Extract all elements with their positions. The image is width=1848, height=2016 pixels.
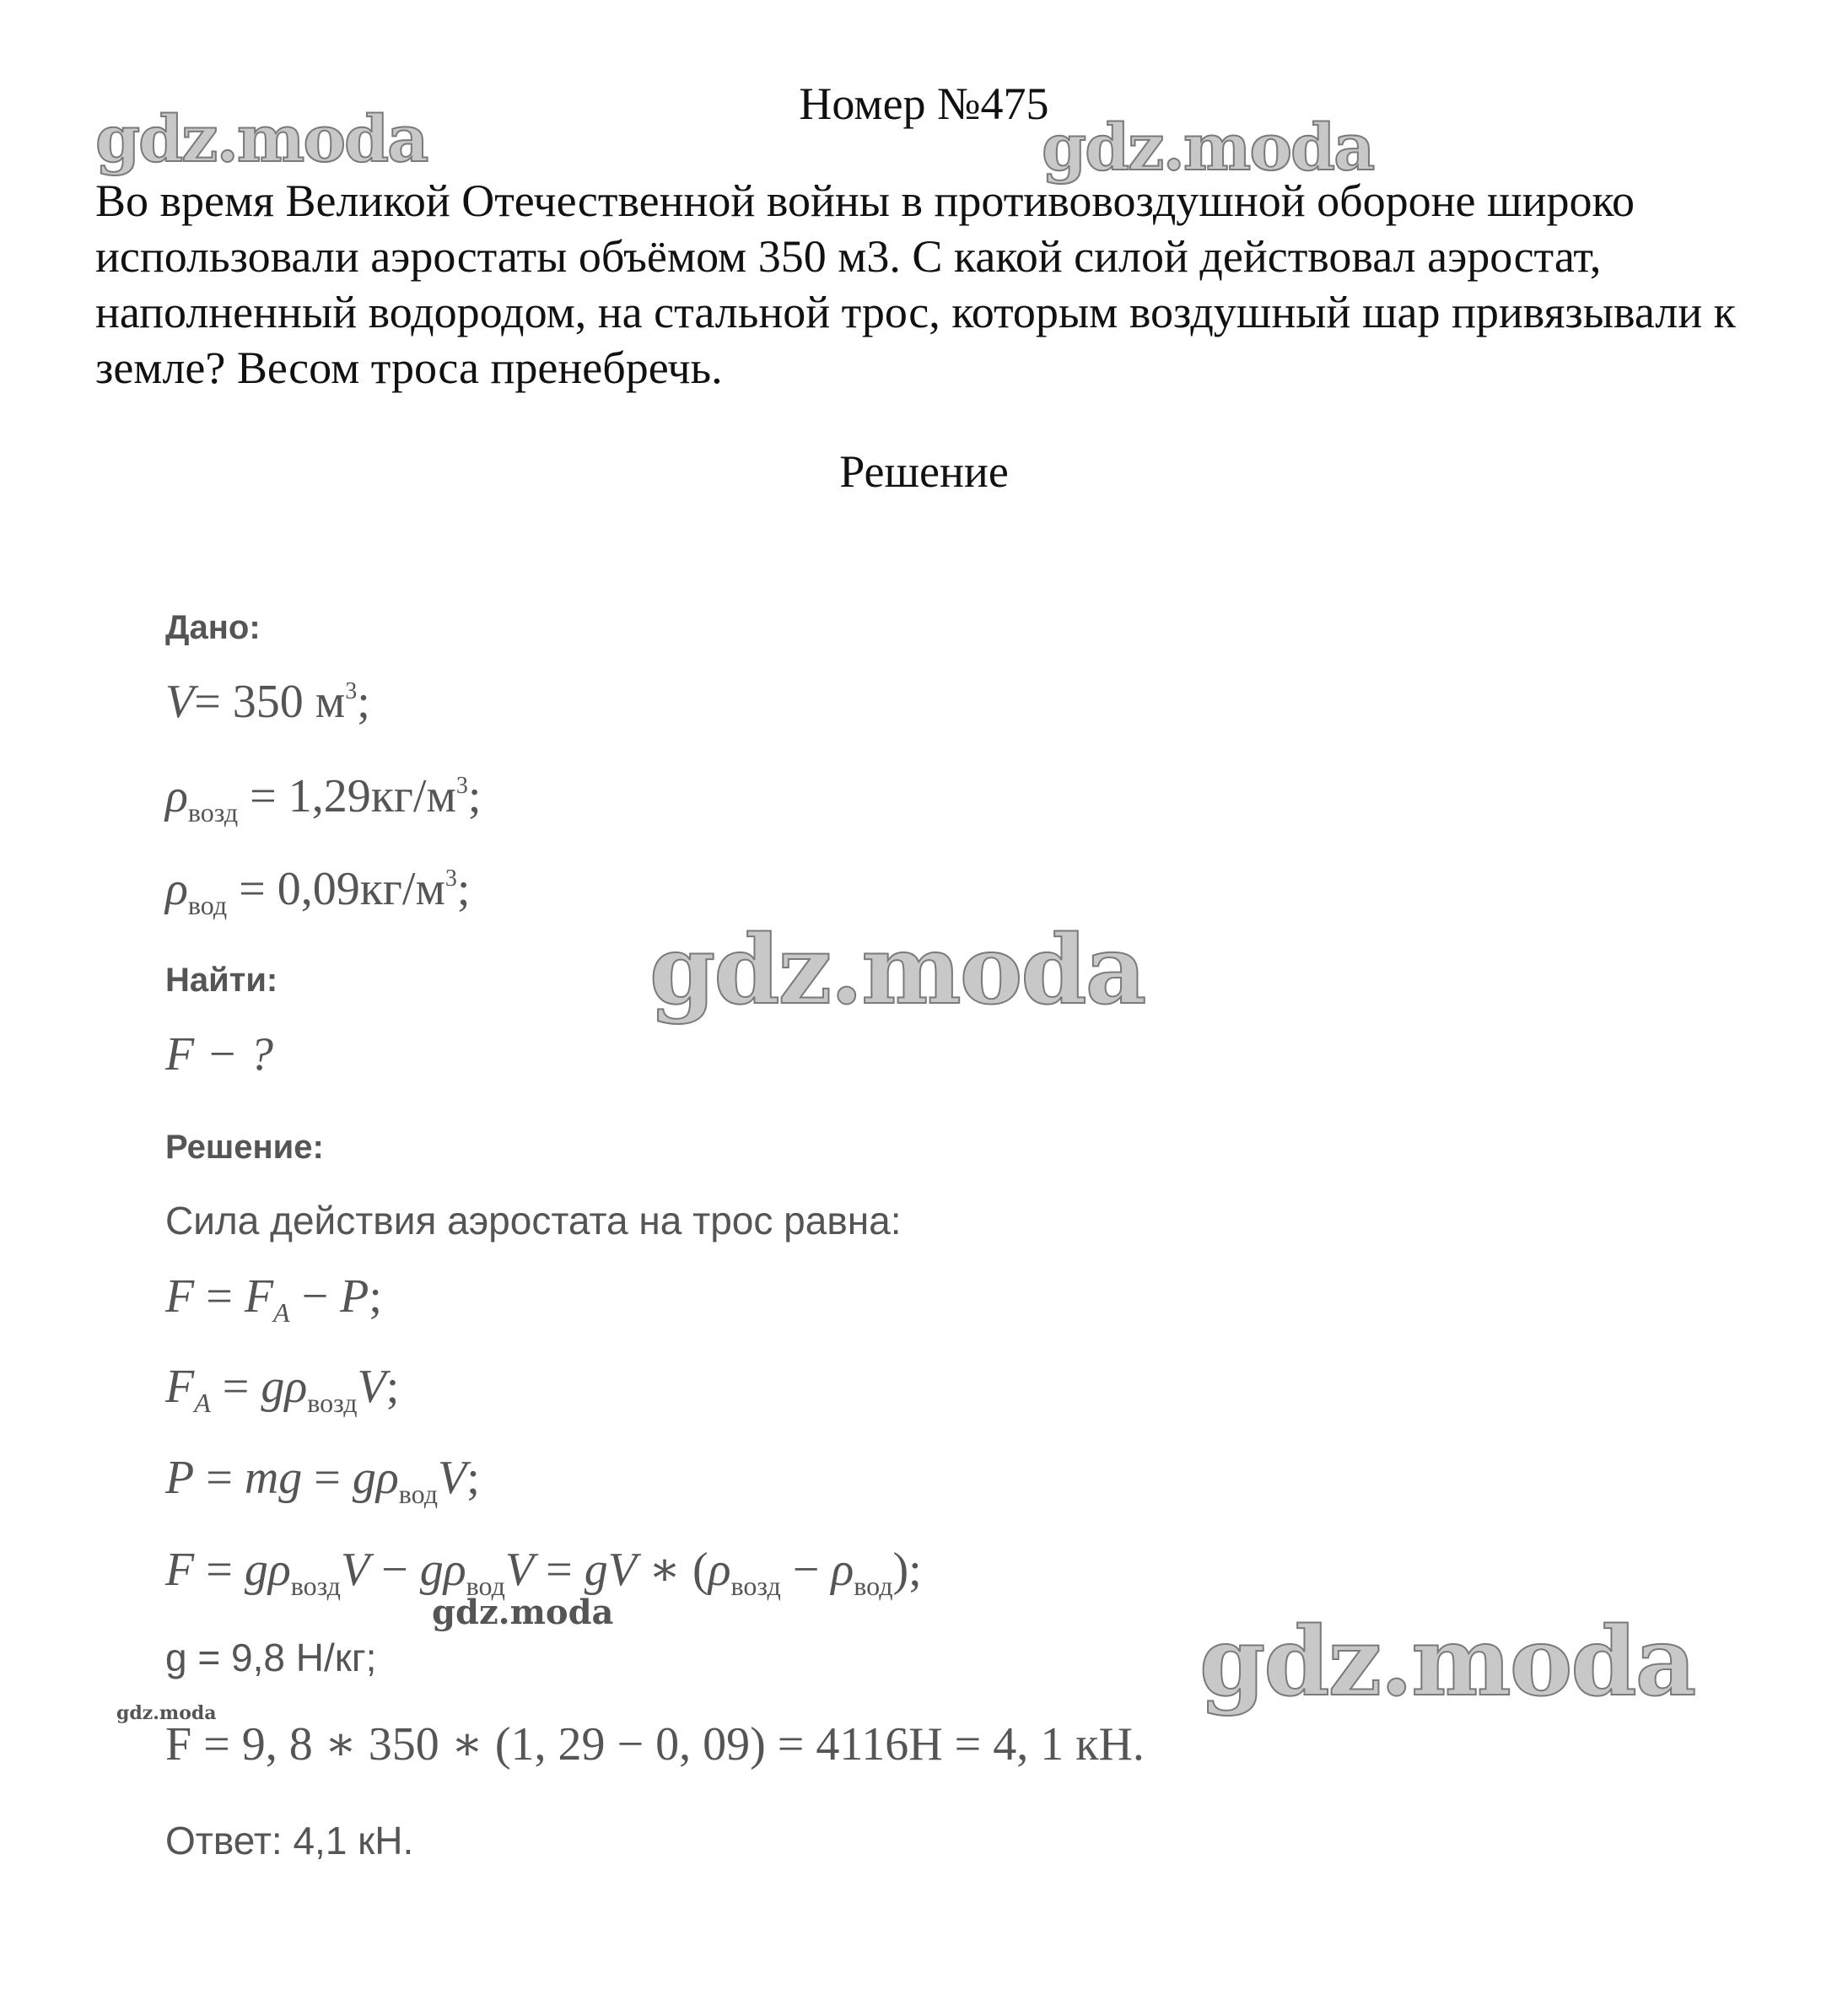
equation-weight: P = mg = $g\rho_{вод}V$; [165, 1452, 480, 1509]
watermark-logo: gdz.moda [649, 915, 1145, 1026]
watermark-logo: gdz.moda [1042, 110, 1374, 185]
equation-force: $F = F_A - P$; [165, 1270, 382, 1328]
solution-label: Решение: [165, 1129, 324, 1166]
problem-number-title: Номер №475 [799, 78, 1049, 129]
given-label: Дано: [165, 609, 261, 646]
problem-text: Во время Великой Отечественной войны в противовоздушной обороне широко использовали аэростаты объёмом 350 м3. С какой силой действовал аэростат, наполненный водородом, на стальной трос, которым воздушный шар привязывали к земле? Весом троса пренебречь. [95, 175, 1736, 393]
given-air-density: $\rho_{возд} = 1,29кг/м^3$; [165, 770, 482, 827]
equation-combined: $F = g\rho_{возд}V - g\rho_{вод}V$ = gV ∗ $(\rho_{возд} - \rho_{вод})$; [165, 1544, 922, 1601]
solution-heading: Решение [839, 446, 1009, 497]
find-label: Найти: [165, 962, 278, 999]
calculation: F = 9, 8 ∗ 350 ∗ (1, 29 − 0, 09) = 4116Н = 4, 1 кН. [165, 1718, 1145, 1771]
given-volume: V= 350 $м^3$; [165, 676, 370, 728]
watermark-logo: gdz.moda [95, 101, 428, 176]
watermark-logo: gdz.moda [1199, 1607, 1695, 1717]
gravity-constant: g = 9,8 Н/кг; [165, 1636, 377, 1679]
answer: Ответ: 4,1 кН. [165, 1819, 414, 1862]
equation-archimedes: $F_A = g\rho_{возд}V$; [165, 1361, 400, 1418]
find-value: F − ? [165, 1028, 273, 1081]
solution-intro: Сила действия аэростата на трос равна: [165, 1199, 902, 1242]
given-hydrogen-density: $\rho_{вод} = 0,09кг/м^3$; [165, 863, 471, 920]
watermark-logo: gdz.moda [116, 1702, 217, 1724]
watermark-logo: gdz.moda [432, 1593, 614, 1632]
